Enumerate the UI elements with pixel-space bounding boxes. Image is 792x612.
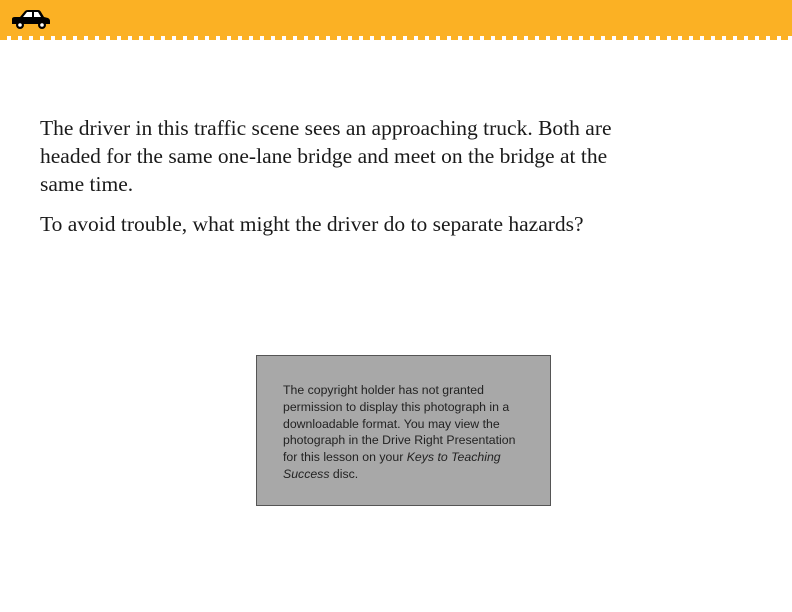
scenario-paragraph: The driver in this traffic scene sees an approaching truck. Both are headed for the same one-lane bridge and meet on the bridge at the same time. <box>40 116 612 196</box>
photo-placeholder <box>256 355 551 506</box>
disc-title: Keys to Teaching Success <box>283 450 501 481</box>
copyright-notice-suffix: disc. <box>329 466 359 481</box>
question-text <box>40 114 640 250</box>
banner-dashed-edge <box>0 36 792 40</box>
header-banner <box>0 0 792 36</box>
question-paragraph: To avoid trouble, what might the driver do to separate hazards? <box>40 212 584 236</box>
copyright-notice <box>283 382 533 483</box>
car-icon <box>10 8 52 30</box>
copyright-notice-text: The copyright holder has not granted permission to display this photograph in a downloadable format. You may view the photograph in the Drive Right Presentation for this lesson on your <box>283 383 516 465</box>
